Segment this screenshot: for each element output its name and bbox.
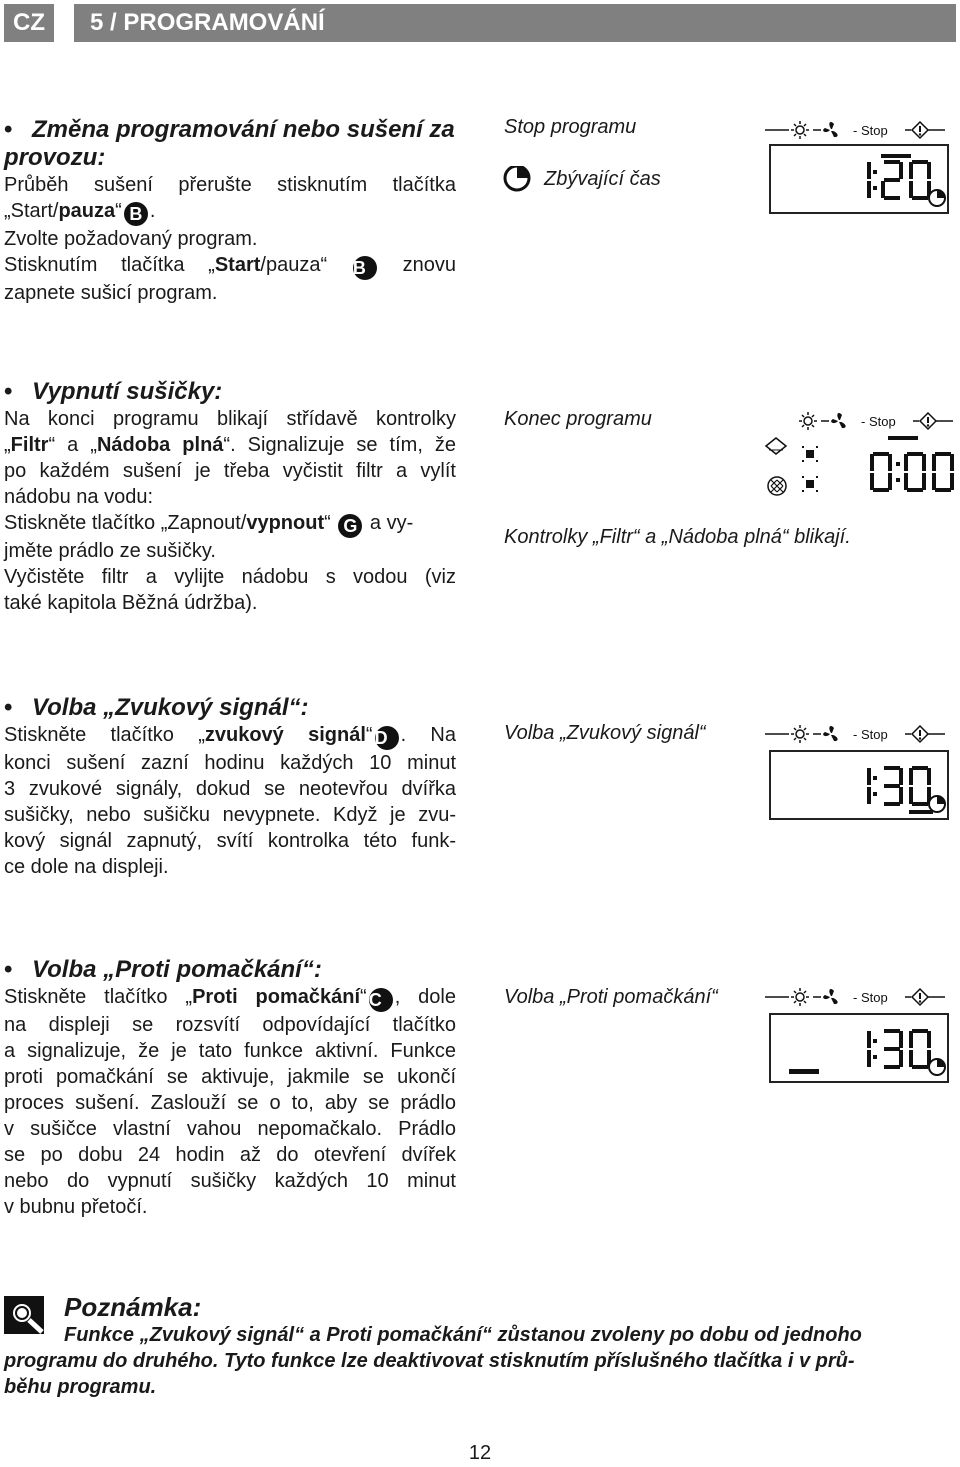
caption-lights-blink: Kontrolky „Filtr“ a „Nádoba plná“ blikají.: [504, 526, 851, 548]
text-line: „Start/pauza“ B .: [4, 200, 156, 224]
text-line: v bubnu přetočí.: [4, 1196, 148, 1218]
section-switch-off: [4, 378, 456, 616]
section-sound-signal: [4, 694, 456, 880]
text-line: „Filtr“ a „Nádoba plná“. Signalizuje se tím, že: [4, 434, 457, 456]
text-line: sušičky, nebo sušičku nevypnete. Když je zvu-: [4, 804, 456, 826]
note-title: Poznámka:: [64, 1292, 202, 1322]
button-d-icon: D: [375, 726, 399, 750]
text-line: Stiskněte tlačítko „zvukový signál“ D . Na: [4, 724, 456, 748]
lcd-time-1-30: [771, 1015, 947, 1081]
button-b-icon: B: [353, 256, 377, 280]
text-line: 3 zvukové signály, dokud se neotevřou dvířka: [4, 778, 456, 800]
text-line: programu do druhého. Tyto funkce lze deaktivovat stisknutím příslušného tlačítka i v prů-: [4, 1350, 855, 1372]
water-container-icon: [768, 477, 786, 495]
text-line: proti pomačkání se aktivuje, jakmile se ukončí: [4, 1066, 456, 1088]
caption-anti-crease: Volba „Proti pomačkání“: [504, 986, 718, 1008]
note-text: [4, 1322, 956, 1400]
display-status-icons: [765, 725, 955, 745]
section-change-program: [4, 116, 456, 306]
text-line: Funkce „Zvukový signál“ a Proti pomačkání“ zůstanou zvoleny po dobu od jednoho: [64, 1324, 862, 1346]
lcd-time-0-00: [870, 452, 954, 492]
text-line: se po dobu 24 hodin až do otevření dvířek: [4, 1144, 456, 1166]
section-title: • Volba „Proti pomačkání“:: [4, 956, 322, 983]
blink-marks: [802, 446, 818, 492]
lcd-time-1-20: [771, 146, 947, 212]
text-line: na displeji se rozsvítí odpovídající tlačítko: [4, 1014, 456, 1036]
section-title: • Změna programování nebo sušení za provozu:: [4, 116, 455, 171]
button-c-icon: C: [369, 988, 393, 1012]
caption-remaining-time: Zbývající čas: [544, 168, 661, 190]
text-line: nádobu na vodu:: [4, 486, 154, 508]
text-line: nebo do vypnutí sušičky každých 10 minut: [4, 1170, 456, 1192]
text-line: v sušičce vlastní vahou nepomačkalo. Prádlo: [4, 1118, 456, 1140]
filter-icon: [766, 438, 786, 454]
text-line: Průběh sušení přerušte stisknutím tlačítka: [4, 174, 456, 196]
text-line: a signalizuje, že je tato funkce aktivní. Funkce: [4, 1040, 456, 1062]
text-line: jměte prádlo ze sušičky.: [4, 540, 216, 562]
section-title: • Volba „Zvukový signál“:: [4, 694, 309, 721]
svg-text:- Stop: - Stop: [861, 414, 896, 429]
text-line: Na konci programu blikají střídavě kontrolky: [4, 408, 456, 430]
text-line: Stiskněte tlačítko „Zapnout/vypnout“ G a vy-: [4, 512, 414, 536]
text-line: také kapitola Běžná údržba).: [4, 592, 258, 614]
caption-sound-signal: Volba „Zvukový signál“: [504, 722, 706, 744]
remaining-time-icon: [503, 166, 535, 194]
section-anti-crease: [4, 956, 456, 1220]
anti-crease-indicator: [789, 1069, 819, 1074]
text-line: běhu programu.: [4, 1376, 157, 1398]
lcd-time-1-30: [771, 752, 947, 818]
display-status-icons: [765, 121, 955, 141]
section-title: • Vypnutí sušičky:: [4, 378, 223, 405]
text-line: proces sušení. Zaslouží se o to, aby se prádlo: [4, 1092, 456, 1114]
caption-stop-program: Stop programu: [504, 116, 637, 138]
button-b-icon: B: [124, 202, 148, 226]
end-display: [762, 436, 958, 502]
text-line: Vyčistěte filtr a vylijte nádobu s vodou (viz: [4, 566, 456, 588]
svg-text:- Stop: - Stop: [853, 727, 888, 742]
lcd-display: [769, 1013, 949, 1083]
text-line: po každém sušení je třeba vyčistit filtr a vylít: [4, 460, 456, 482]
caption-end-of-program: Konec programu: [504, 408, 652, 430]
text-line: Stisknutím tlačítka „Start/pauza“ B znovu: [4, 254, 456, 278]
text-line: Zvolte požadovaný program.: [4, 228, 258, 250]
chapter-title: 5 / PROGRAMOVÁNÍ: [74, 4, 956, 42]
text-line: ce dole na displeji.: [4, 856, 169, 878]
text-line: konci sušení zazní hodinu každých 10 minut: [4, 752, 456, 774]
svg-text:- Stop: - Stop: [853, 123, 888, 138]
text-line: Stiskněte tlačítko „Proti pomačkání“ C , dole: [4, 986, 456, 1010]
language-tab: CZ: [4, 4, 54, 42]
display-status-icons: [765, 988, 955, 1008]
page-number: 12: [468, 1442, 492, 1464]
display-status-icons: [797, 412, 959, 432]
lcd-display: [769, 750, 949, 820]
svg-text:- Stop: - Stop: [853, 990, 888, 1005]
button-g-icon: G: [338, 514, 362, 538]
text-line: zapnete sušicí program.: [4, 282, 218, 304]
lcd-display: [769, 144, 949, 214]
text-line: kový signál zapnutý, svítí kontrolka této funk-: [4, 830, 456, 852]
